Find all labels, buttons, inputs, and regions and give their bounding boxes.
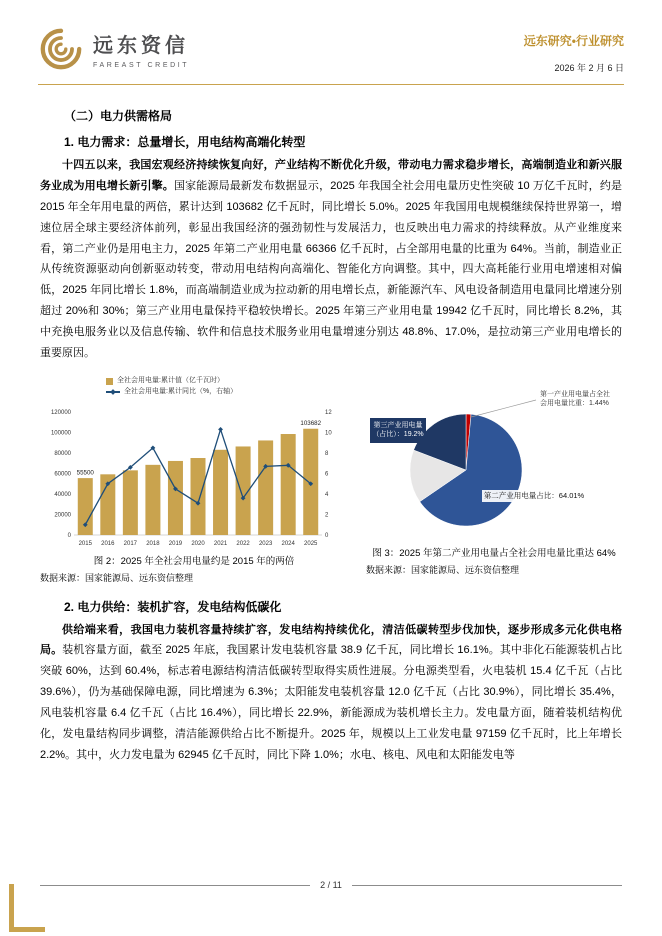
svg-text:2025: 2025 <box>304 540 318 547</box>
paragraph-supply <box>40 620 622 766</box>
svg-text:60000: 60000 <box>54 471 71 478</box>
svg-text:6: 6 <box>325 471 329 478</box>
pie-label-primary-industry: 第一产业用电量占全社会用电量比重：1.44% <box>540 390 610 407</box>
section-heading: （二）电力供需格局 <box>64 109 173 123</box>
legend-bar-swatch <box>106 378 113 385</box>
legend-line-swatch <box>106 391 120 393</box>
paragraph-demand <box>40 155 622 364</box>
page-footer <box>40 880 622 890</box>
brand-name-cn: 远东资信 <box>93 35 189 57</box>
pie-label-tertiary-industry: 第三产业用电量（占比）：19.2% <box>370 418 426 443</box>
svg-text:2015: 2015 <box>78 540 92 547</box>
svg-text:2: 2 <box>325 512 329 519</box>
subsection-2-heading: 2. 电力供给：装机扩容，发电结构低碳化 <box>64 599 282 614</box>
paragraph-demand-lead: 十四五以来，我国宏观经济持续恢复向好，产业结构不断优化升级，带动电力需求稳步增长，高端制造业和新兴服务业成为用电增长新引擎。 <box>40 159 622 192</box>
svg-text:2019: 2019 <box>168 540 183 547</box>
paragraph-supply-lead: 供给端来看，我国电力装机容量持续扩容，发电结构持续优化，清洁低碳转型步伐加快，逐步形成多元化供电格局。 <box>40 623 622 657</box>
page-number: 2 / 11 <box>320 880 342 890</box>
legend-item-line <box>106 387 348 398</box>
paragraph-supply-body: 装机容量方面，截至 2025 年底，我国累计发电装机容量 38.9 亿千瓦，同比增长 16.1%。其中非化石能源装机占比突破 60%，达到 60.4%，标志着电源结构清洁低碳转型取得实质性进展。分电源类型看，火电装机 15.4 亿千瓦（占比 39.6%），仍为基础保障电源，同比增速为 6.3%；太阳能发电装机容量 12.0 亿千瓦（占比 30.9%），同比增长 35.4%，风电装机容量 6.4 亿千瓦（占比 16.4%），同比增长 22.9%，新能源成为装机增长主力。发电量方面，随着装机结构优化，发电量结构同步调整，清洁能源供给占比不断提升。2025 年，规模以上工业发电量 97159 亿千瓦时，比上年增长 2.2%。其中，火力发电量为 62945 亿千瓦时，同比下降 1.0%；水电、核电、风电和太阳能发电等 <box>40 644 622 761</box>
legend-item-bar <box>106 376 348 387</box>
svg-text:2018: 2018 <box>146 540 160 547</box>
svg-text:80000: 80000 <box>54 450 71 457</box>
figure2-source: 数据来源：国家能源局、远东资信整理 <box>40 572 194 583</box>
brand-logo <box>38 26 189 72</box>
brand-text <box>93 29 189 69</box>
figures-row <box>40 376 622 584</box>
svg-text:2020: 2020 <box>191 540 205 547</box>
figure3-source: 数据来源：国家能源局、远东资信整理 <box>366 564 520 575</box>
svg-text:103682: 103682 <box>300 419 322 427</box>
svg-text:2017: 2017 <box>123 540 138 547</box>
svg-text:8: 8 <box>325 450 329 457</box>
svg-text:2021: 2021 <box>213 540 228 547</box>
report-date: 2026 年 2 月 6 日 <box>554 63 624 73</box>
header <box>0 0 662 74</box>
svg-text:4: 4 <box>325 491 329 498</box>
svg-text:2022: 2022 <box>236 540 250 547</box>
svg-text:2016: 2016 <box>101 540 115 547</box>
subsection-1-heading: 1. 电力需求：总量增长，用电结构高端化转型 <box>64 135 306 149</box>
legend-bar-label: 全社会用电量:累计值（亿千瓦时） <box>117 376 224 384</box>
figure-bar-chart <box>40 376 348 584</box>
svg-text:100000: 100000 <box>50 430 71 437</box>
svg-text:40000: 40000 <box>54 491 71 498</box>
bar-chart-legend <box>40 376 348 398</box>
footer-line-right <box>352 885 622 886</box>
svg-text:120000: 120000 <box>50 409 71 416</box>
paragraph-demand-body: 国家能源局最新发布数据显示，2025 年我国全社会用电量历史性突破 10 万亿千瓦时，约是 2015 年全年用电量的两倍，累计达到 103682 亿千瓦时，同比增长 5.0%。2025 年我国用电规模继续保持世界第一，增速位居全球主要经济体前列，彰显出我国经济的强劲韧性与发展活力，也反映出电力需求的持续释放。从产业维度来看，第二产业仍是用电主力，2025 年第二产业用电量 66366 亿千瓦时，占全部用电量的比重为 64%。当前，制造业正从传统资源驱动向创新驱动转变，带动用电结构向高端化、智能化方向调整。其中，四大高耗能行业用电增速相对偏低，2025 年同比增长 1.8%，而高端制造业成为拉动新的用电增长点，新能源汽车、风电设备制造用电量同比增速分别超过 20%和 30%；第三产业用电量保持平稳较快增长。2025 年第三产业用电量 19942 亿千瓦时，同比增长 8.2%，其中充换电服务业以及信息传输、软件和信息技术服务业用电量增速分别达 48.8%、17.0%，是拉动第三产业用电增长的重要原因。 <box>40 179 622 360</box>
figure2-caption: 图 2：2025 年全社会用电量约是 2015 年的两倍 <box>93 555 295 567</box>
footer-line-left <box>40 885 310 886</box>
svg-text:0: 0 <box>325 532 329 539</box>
figure-pie-chart <box>366 376 622 584</box>
report-series-label: 远东研究•行业研究 <box>523 34 624 48</box>
corner-decoration <box>9 884 45 932</box>
pie-label-secondary-industry: 第二产业用电量占比：64.01% <box>482 490 586 502</box>
svg-text:20000: 20000 <box>54 512 71 519</box>
svg-text:2024: 2024 <box>281 540 295 547</box>
svg-text:12: 12 <box>325 409 332 416</box>
pie-chart <box>366 390 616 540</box>
header-right <box>524 26 624 74</box>
svg-text:2023: 2023 <box>258 540 273 547</box>
figure3-caption: 图 3：2025 年第二产业用电量占全社会用电量比重达 64% <box>372 547 616 559</box>
report-body <box>0 107 662 766</box>
header-divider <box>38 84 624 85</box>
legend-line-label: 全社会用电量:累计同比（%，右轴） <box>124 387 238 395</box>
svg-text:10: 10 <box>325 430 332 437</box>
brand-name-en: FAREAST CREDIT <box>93 62 190 69</box>
pie-chart-wrap <box>366 390 616 540</box>
logo-swirl-icon <box>38 26 84 72</box>
svg-text:0: 0 <box>67 532 71 539</box>
bar-chart <box>40 398 340 548</box>
svg-text:55500: 55500 <box>76 469 94 477</box>
